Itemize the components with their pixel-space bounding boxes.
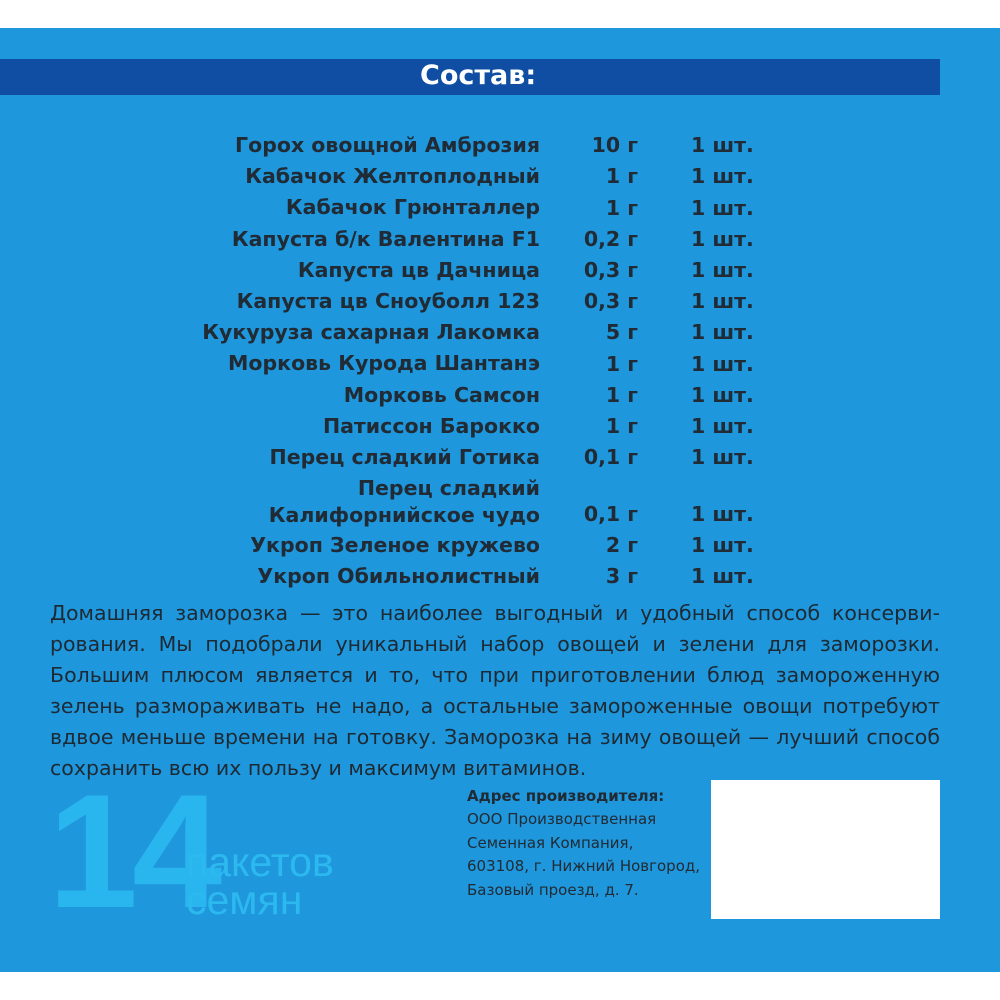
item-name: Патиссон Барокко <box>322 413 540 438</box>
label-blank-area <box>711 780 940 919</box>
item-name: Капуста б/к Валентина F1 <box>231 226 540 251</box>
item-name: Кукуруза сахарная Лакомка <box>202 320 540 345</box>
item-name: Морковь Самсон <box>343 382 540 407</box>
address-title: Адрес производителя: <box>467 787 665 805</box>
item-qty: 1 шт. <box>691 413 754 438</box>
item-qty: 1 шт. <box>691 351 754 376</box>
item-name: Горох овощной Амброзия <box>235 133 540 157</box>
item-qty: 1 шт. <box>691 195 754 220</box>
item-qty: 1 шт. <box>691 289 754 314</box>
item-name: Морковь Курода Шантанэ <box>228 351 540 376</box>
packets-count: 14 <box>48 761 217 942</box>
address-line: Базовый проезд, д. 7. <box>467 881 639 900</box>
item-qty: 1 шт. <box>691 445 754 470</box>
list-item <box>0 444 1000 475</box>
list-item <box>0 350 1000 381</box>
item-weight: 1 г <box>605 195 638 220</box>
item-weight: 10 г <box>591 133 638 158</box>
item-name <box>269 475 540 529</box>
item-weight: 1 г <box>605 351 638 376</box>
list-item <box>0 413 1000 444</box>
address-line: ООО Производственная <box>467 810 657 828</box>
item-qty: 1 шт. <box>691 257 754 282</box>
item-weight: 0,2 г <box>583 226 638 251</box>
item-weight: 5 г <box>605 320 638 345</box>
list-item <box>0 226 1000 257</box>
item-name: Перец сладкий Готика <box>269 444 540 469</box>
item-qty: 1 шт. <box>691 533 754 558</box>
item-weight: 1 г <box>605 164 638 189</box>
description-text: Домашняя заморозка — это наиболее выгодный и удобный способ консерви-рования. Мы подобрали уникальный набор овощей и зелени для заморозки. Большим плюсом является и то, что при приготовлении блюд замороженную зелень размораживать не надо, а остальные замороженные овощи потребуют вдвое меньше времени на готовку. Заморозка на зиму овощей — лучший способ сохранить всю их пользу и максимум витаминов. <box>50 601 940 780</box>
item-weight: 1 г <box>605 413 638 438</box>
list-item <box>0 382 1000 413</box>
item-weight: 3 г <box>605 564 638 589</box>
composition-title: Состав: <box>420 60 537 91</box>
packets-label: пакетов <box>186 839 334 885</box>
list-item <box>0 288 1000 319</box>
item-qty: 1 шт. <box>691 164 754 189</box>
item-weight: 0,1 г <box>583 502 638 527</box>
item-qty: 1 шт. <box>691 382 754 407</box>
seeds-label: семян <box>186 877 303 923</box>
item-weight: 0,3 г <box>583 289 638 314</box>
item-weight: 1 г <box>605 382 638 407</box>
item-qty: 1 шт. <box>691 564 754 589</box>
item-name: Укроп Обильнолистный <box>257 564 540 589</box>
list-item <box>0 163 1000 194</box>
list-item <box>0 532 1000 563</box>
item-name-line: Перец сладкий <box>357 476 540 501</box>
item-name: Капуста цв Сноуболл 123 <box>236 288 540 313</box>
item-weight: 0,1 г <box>583 445 638 470</box>
item-weight: 0,3 г <box>583 257 638 282</box>
item-qty: 1 шт. <box>691 320 754 345</box>
list-item <box>0 132 1000 163</box>
list-item <box>0 257 1000 288</box>
list-item <box>0 194 1000 225</box>
list-item <box>0 319 1000 350</box>
list-item <box>0 563 1000 594</box>
manufacturer-address <box>467 784 700 903</box>
item-name: Кабачок Желтоплодный <box>245 164 540 189</box>
item-weight: 2 г <box>605 533 638 558</box>
composition-list <box>0 132 1000 594</box>
item-name: Укроп Зеленое кружево <box>250 533 540 558</box>
list-item <box>0 475 1000 532</box>
address-line: Семенная Компания, <box>467 833 634 852</box>
item-name-line: Калифорнийское чудо <box>268 503 540 528</box>
item-name: Капуста цв Дачница <box>297 257 540 282</box>
item-qty: 1 шт. <box>691 502 754 527</box>
item-name: Кабачок Грюнталлер <box>285 195 540 220</box>
item-qty: 1 шт. <box>691 133 754 158</box>
item-qty: 1 шт. <box>691 226 754 251</box>
address-line: 603108, г. Нижний Новгород, <box>467 857 701 876</box>
